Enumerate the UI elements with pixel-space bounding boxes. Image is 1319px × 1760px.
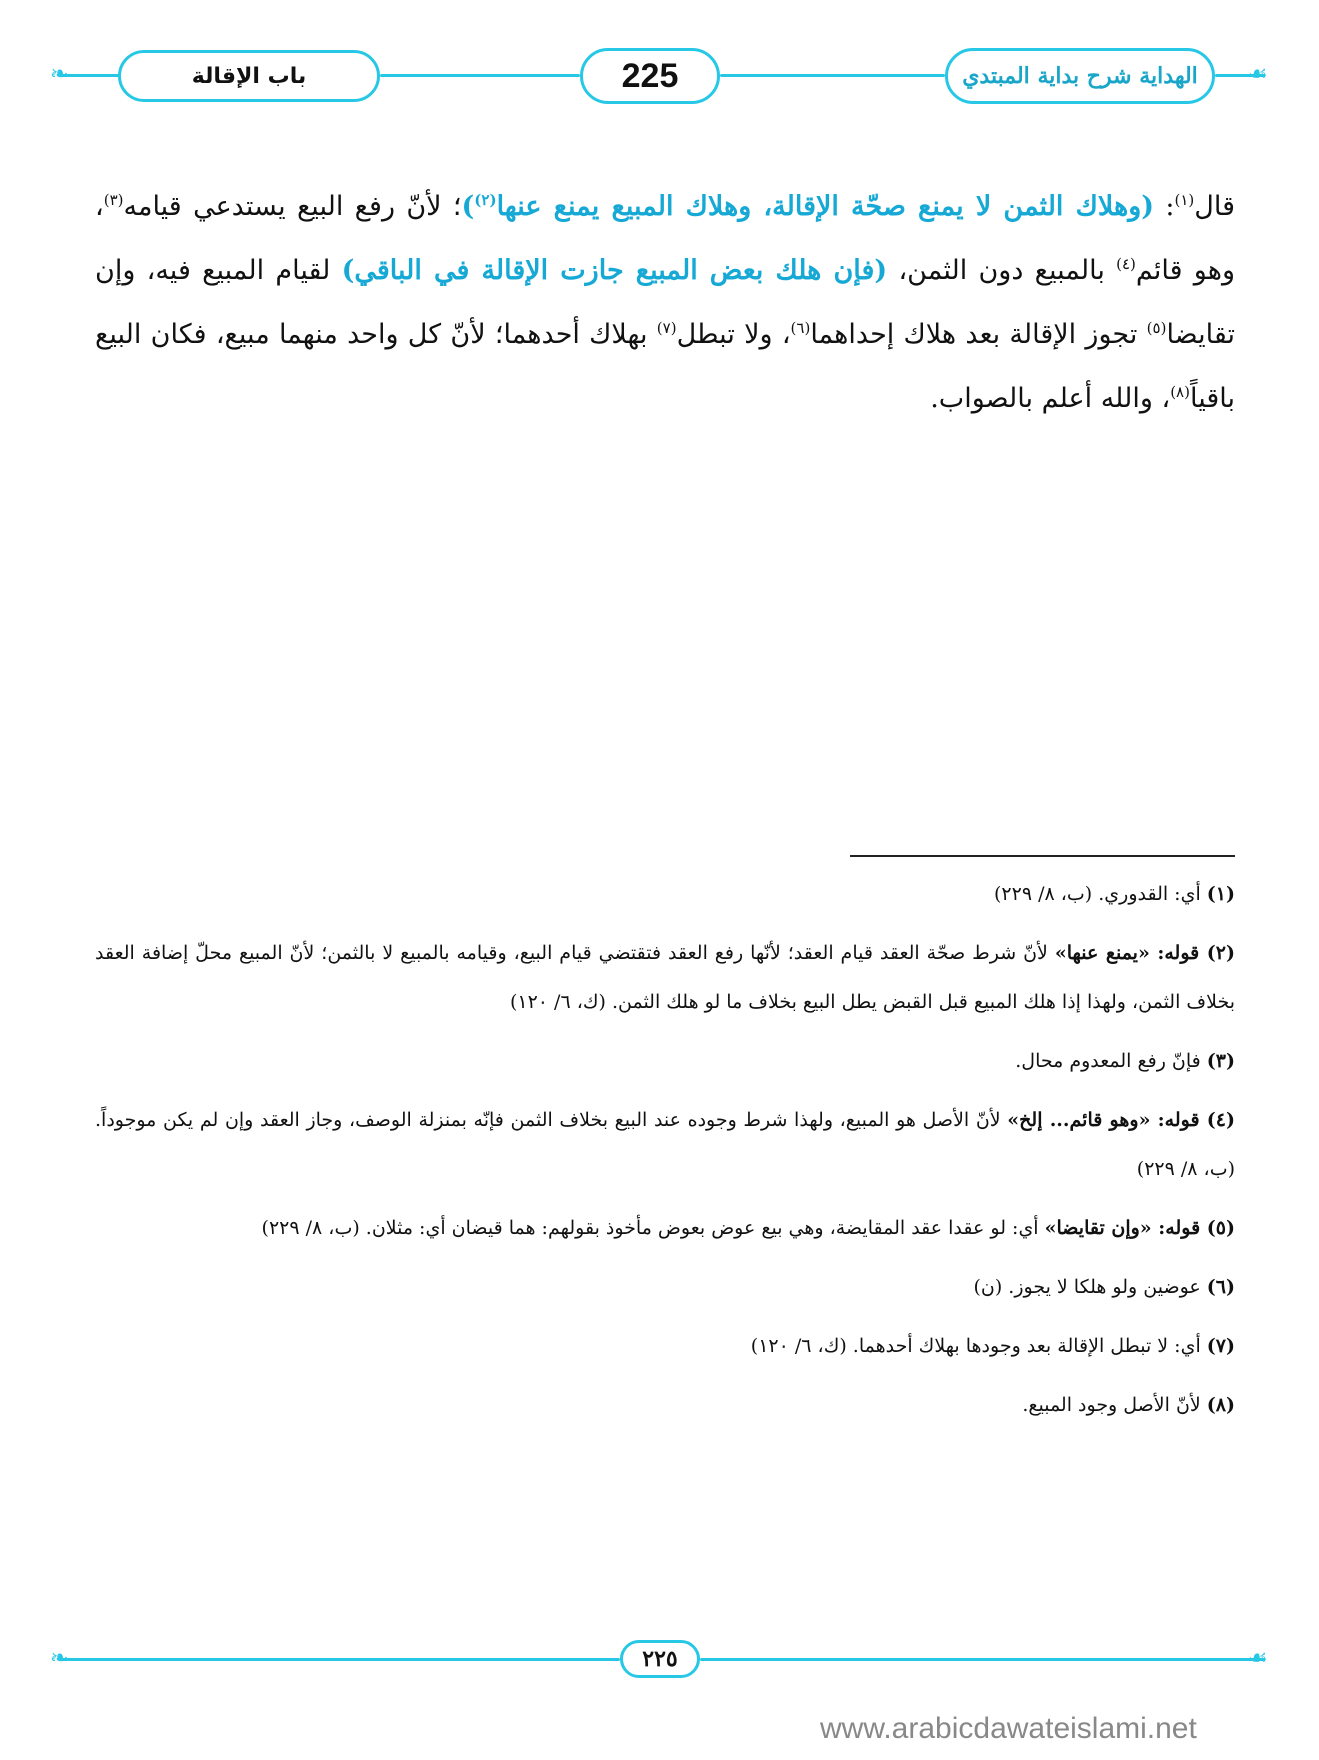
- footer-page-number: ٢٢٥: [642, 1646, 678, 1671]
- ornament-icon: ❧: [50, 1646, 69, 1671]
- footnote: (١) أي: القدوري. (ب، ٨/ ٢٢٩): [994, 883, 1235, 905]
- chapter-title: باب الإقالة: [191, 63, 307, 89]
- main-text: قال$^{(١)}$: (وهلاك الثمن لا يمنع صحّة الإقالة، وهلاك المبيع يمنع عنها$^{(٢)}$)؛ لأنّ رفع البيع يستدعي قيامه$^{(٣)}$، وهو قائم$^{(٤)}$ بالمبيع دون الثمن، (فإن هلك بعض المبيع جازت الإقالة في الباقي) لقيام المبيع فيه، وإن تقايضا$^{(٥)}$ تجوز الإقالة بعد هلاك إحداهما$^{(٦)}$، ولا تبطل$^{(٧)}$ بهلاك أحدهما؛ لأنّ كل واحد منهما مبيع، فكان البيع باقياً$^{(٨)}$، والله أعلم بالصواب.: [95, 191, 1236, 414]
- highlight-matn: (فإن هلك بعض المبيع جازت الإقالة في الباقي): [341, 255, 888, 286]
- header-line-mid-right: [720, 74, 945, 77]
- footer-page-pill: [620, 1640, 700, 1678]
- footnote-divider: [850, 855, 1235, 857]
- footnote: (٥) قوله: «وإن تقايضا» أي: لو عقدا عقد المقايضة، وهي بيع عوض بعوض مأخوذ بقولهم: هما قيضان أي: مثلان. (ب، ٨/ ٢٢٩): [261, 1217, 1235, 1239]
- ornament-icon: ☙: [1248, 62, 1268, 87]
- header-line-mid-left: [380, 74, 580, 77]
- watermark-url: www.arabicdawateislami.net: [820, 1712, 1197, 1745]
- footer-line-right: [700, 1658, 1265, 1661]
- book-title-pill: [945, 48, 1215, 104]
- footnote: (٣) فإنّ رفع المعدوم محال.: [1015, 1050, 1235, 1072]
- page-number-pill: [580, 48, 720, 104]
- footnote: (٨) لأنّ الأصل وجود المبيع.: [1022, 1394, 1235, 1416]
- ornament-icon: ❧: [50, 62, 69, 87]
- book-title: الهداية شرح بداية المبتدي: [962, 63, 1198, 89]
- footnote: (٤) قوله: «وهو قائم... إلخ» لأنّ الأصل هو المبيع، ولهذا شرط وجوده عند البيع بخلاف الثمن فإنّه بمنزلة الوصف، وجاز العقد وإن لم يكن موجوداً. (ب، ٨/ ٢٢٩): [95, 1109, 1235, 1180]
- header-line-left: [60, 74, 120, 77]
- footnote: (٦) عوضين ولو هلكا لا يجوز. (ن): [973, 1276, 1235, 1298]
- footnotes: [95, 870, 1235, 1440]
- footnote: (٢) قوله: «يمنع عنها» لأنّ شرط صحّة العقد قيام العقد؛ لأنّها رفع العقد فتقتضي قيام البيع، وقيامه بالمبيع لا بالثمن؛ لأنّ المبيع محلّ إضافة العقد بخلاف الثمن، ولهذا إذا هلك المبيع قبل القبض يطل البيع بخلاف ما لو هلك الثمن. (ك، ٦/ ١٢٠): [95, 942, 1235, 1013]
- ornament-icon: ☙: [1248, 1646, 1268, 1671]
- footer-line-left: [60, 1658, 620, 1661]
- footnote: (٧) أي: لا تبطل الإقالة بعد وجودها بهلاك أحدهما. (ك، ٦/ ١٢٠): [750, 1335, 1235, 1357]
- page-number: 225: [621, 56, 679, 95]
- highlight-matn: (وهلاك الثمن لا يمنع صحّة الإقالة، وهلاك المبيع يمنع عنها$^{(٢)}$): [461, 191, 1155, 222]
- chapter-title-pill: [118, 50, 380, 102]
